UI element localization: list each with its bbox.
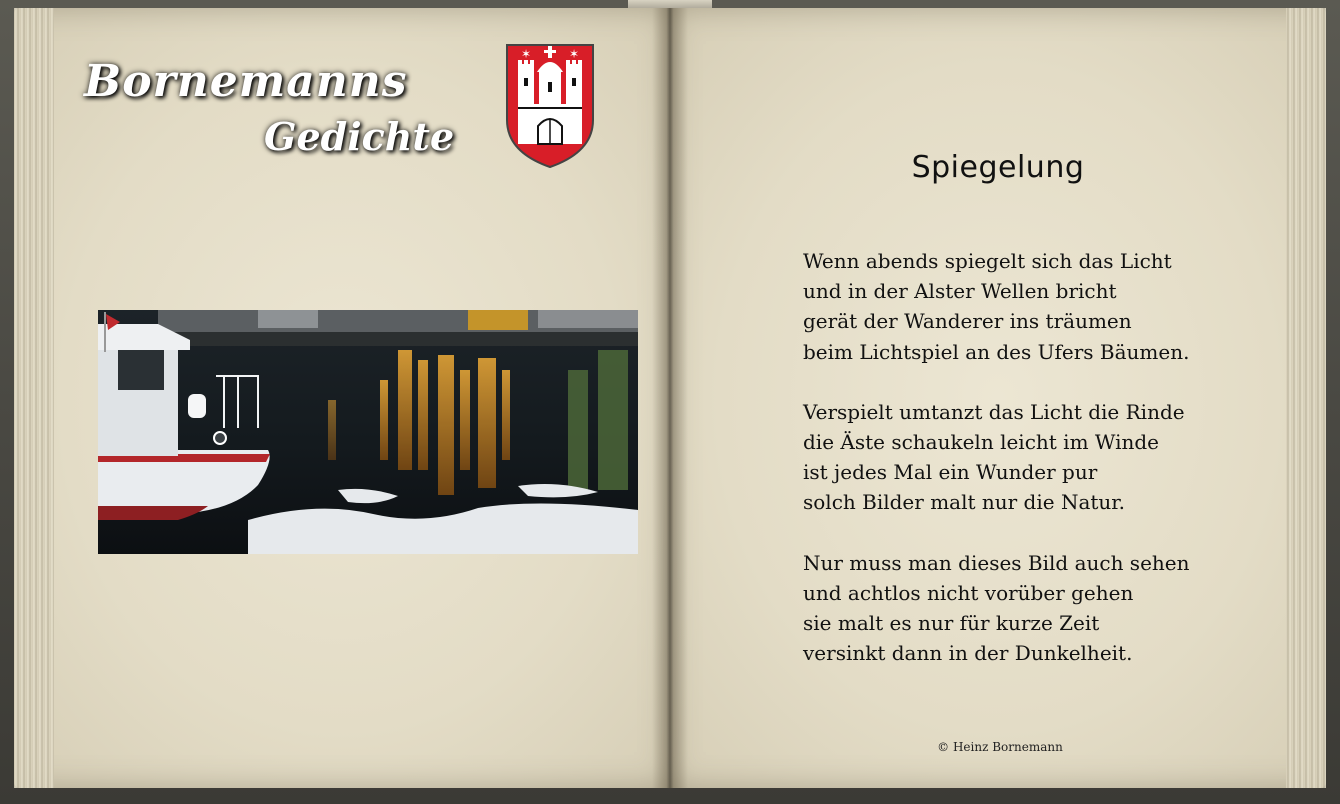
copyright-notice: © Heinz Bornemann: [937, 740, 1063, 754]
left-page-edges: [14, 8, 54, 788]
poem-stanza: [803, 246, 1243, 367]
poem-stanza: [803, 397, 1243, 518]
brand-title-line2: Gedichte: [264, 114, 455, 159]
poem-line: Wenn abends spiegelt sich das Licht: [803, 249, 1172, 273]
poem-line: solch Bilder malt nur die Natur.: [803, 490, 1126, 515]
svg-text:✶: ✶: [520, 47, 532, 61]
poem-title: Spiegelung: [911, 150, 1085, 185]
poem-body: [803, 246, 1243, 698]
poem-line: und achtlos nicht vorüber gehen: [803, 580, 1134, 605]
poem-line: gerät der Wanderer ins träumen: [803, 309, 1132, 334]
poem-line: beim Lichtspiel an des Ufers Bäumen.: [803, 339, 1190, 364]
boat-water-reflection-photo: [98, 310, 638, 554]
hamburg-coat-of-arms-icon: [504, 42, 596, 170]
poem-stanza: [803, 548, 1243, 669]
poem-line: sie malt es nur für kurze Zeit: [803, 610, 1100, 635]
poem-line: die Äste schaukeln leicht im Winde: [803, 429, 1160, 454]
poem-line: versinkt dann in der Dunkelheit.: [803, 641, 1133, 666]
book-spine: [652, 8, 688, 788]
poem-line: Nur muss man dieses Bild auch sehen: [803, 550, 1190, 575]
poem-line: und in der Alster Wellen bricht: [803, 279, 1117, 304]
svg-text:✶: ✶: [568, 47, 580, 61]
brand-title-line1: Bornemanns: [84, 56, 408, 107]
right-page-edges: [1286, 8, 1326, 788]
poem-line: Verspielt umtanzt das Licht die Rinde: [803, 399, 1185, 424]
poem-line: ist jedes Mal ein Wunder pur: [803, 460, 1098, 485]
